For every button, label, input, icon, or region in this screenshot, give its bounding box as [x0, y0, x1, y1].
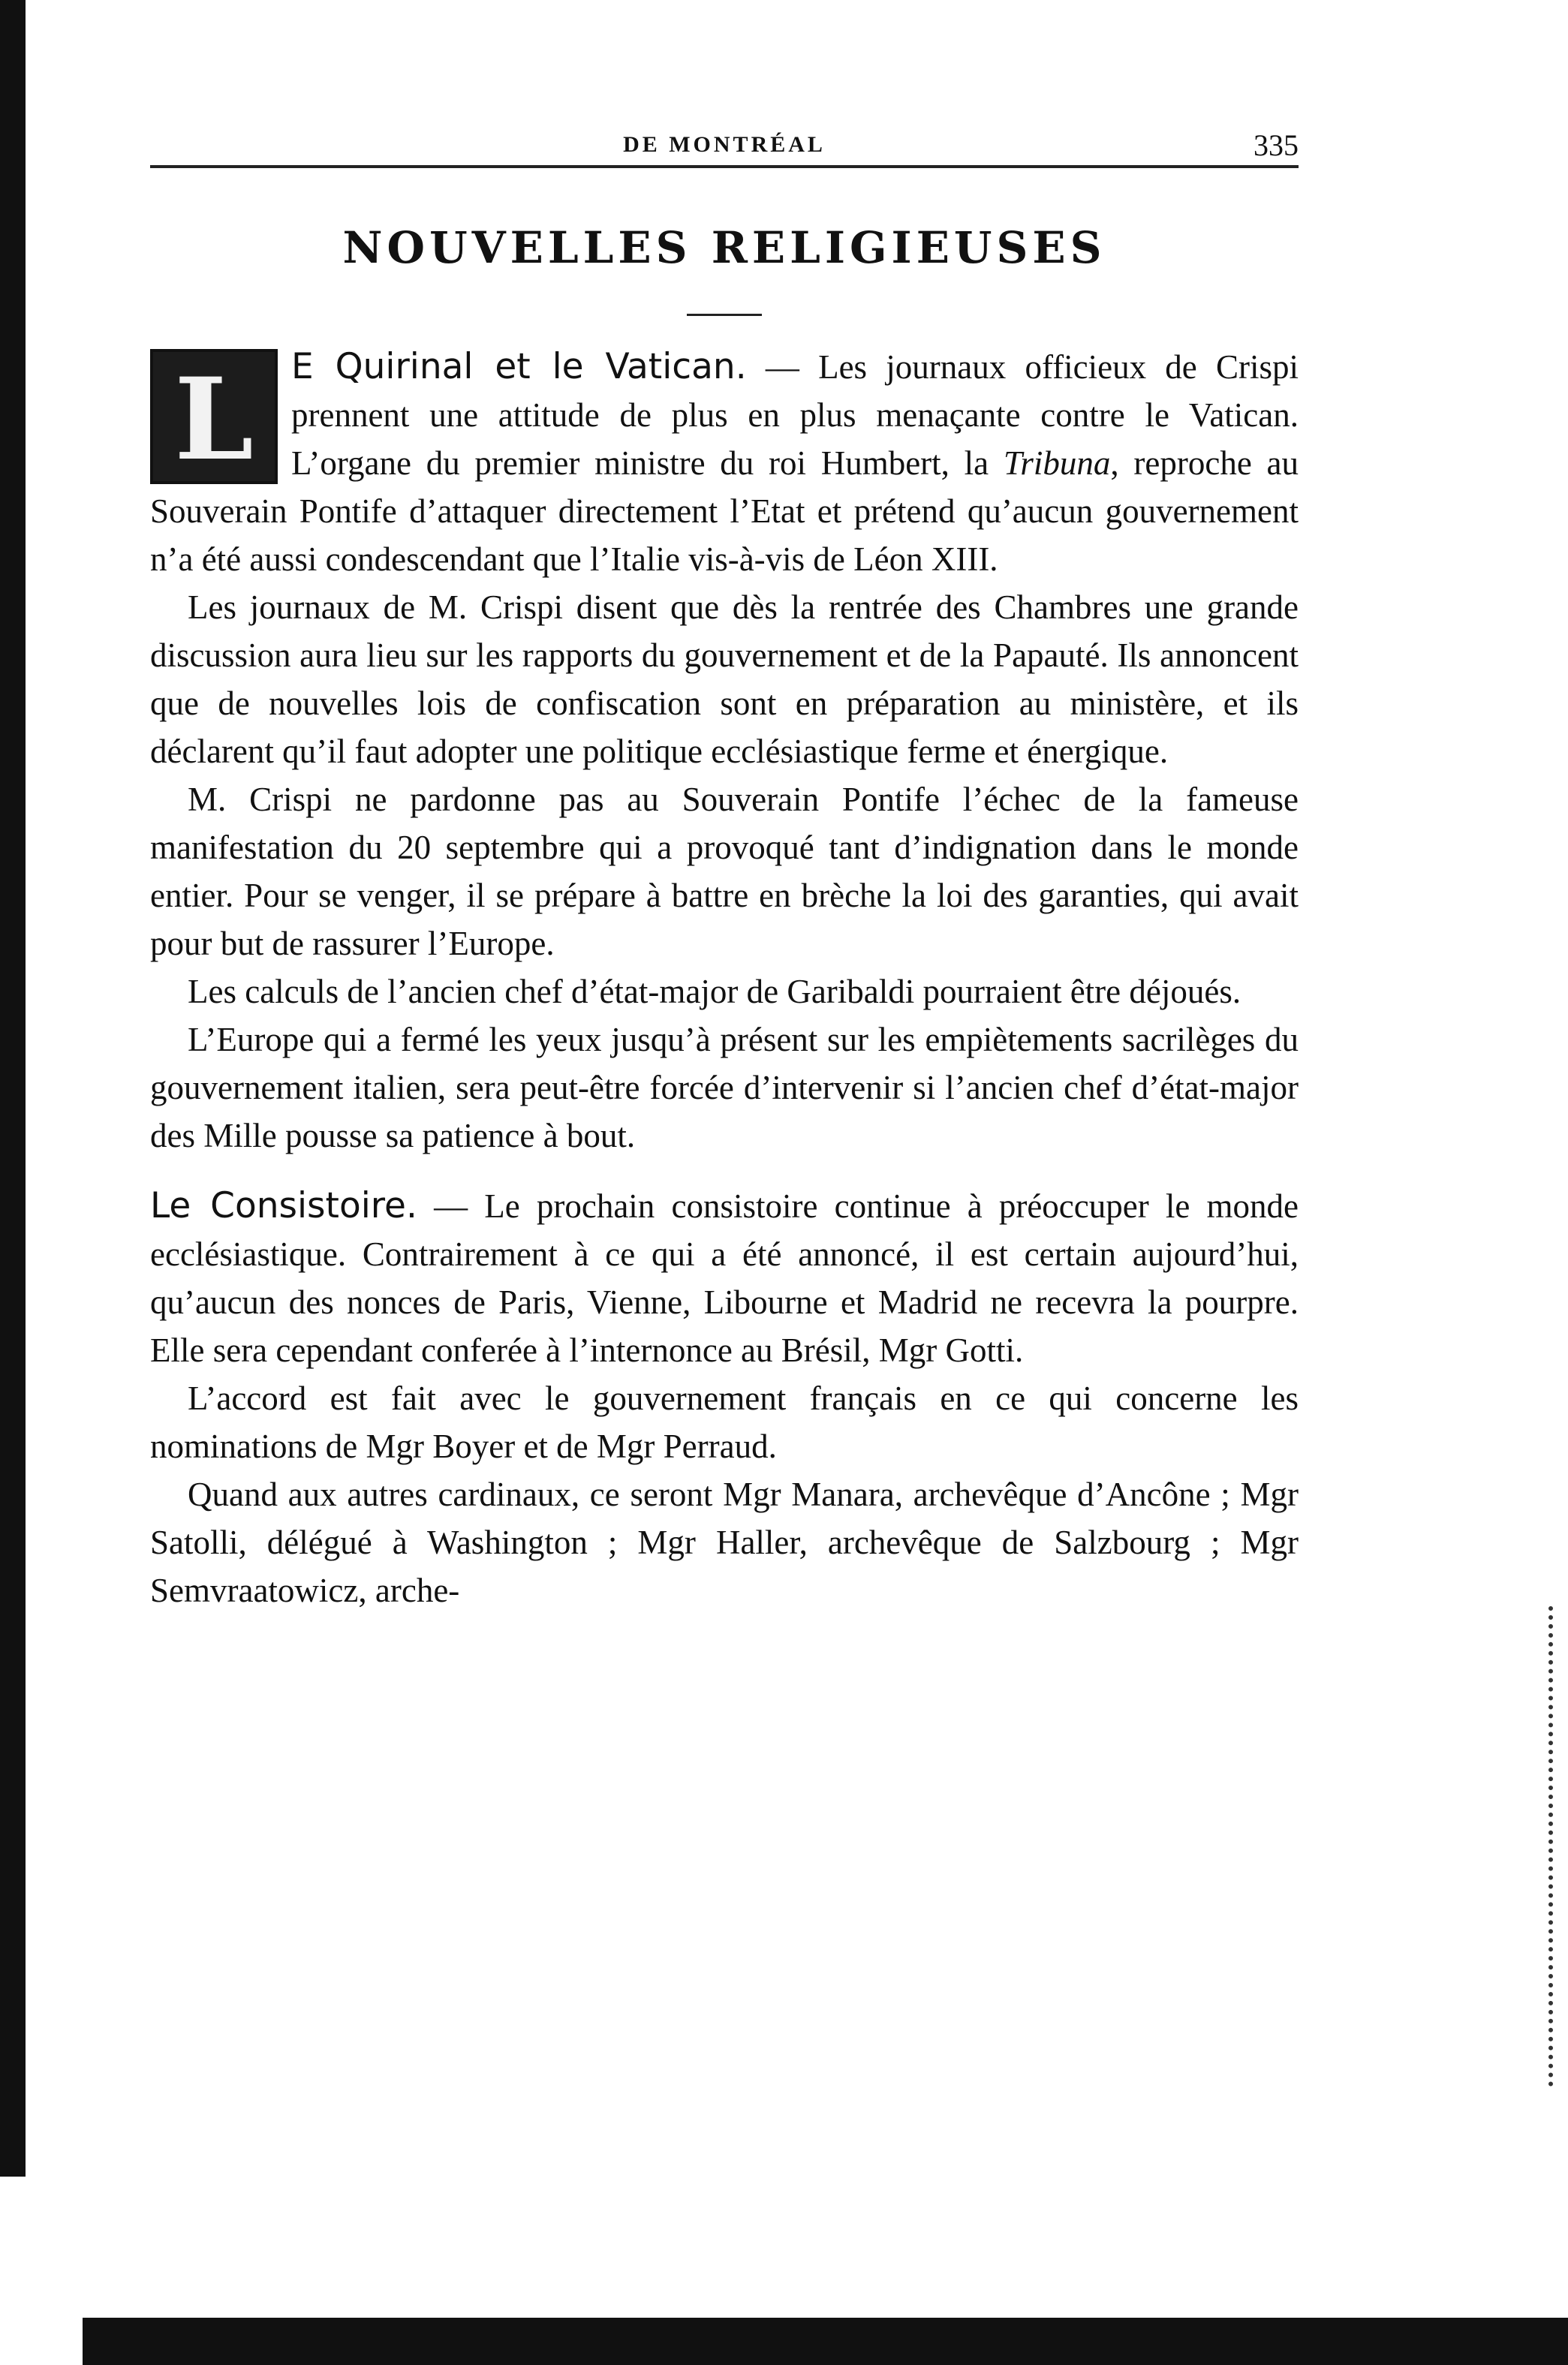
- article-heading: E Quirinal et le Vatican.: [291, 346, 747, 387]
- article-paragraph: L’accord est fait avec le gouvernement français en ce qui concerne les nominations de Mgr Boyer et de Mgr Perraud.: [150, 1380, 1299, 1465]
- article-paragraph: L’Europe qui a fermé les yeux jusqu’à présent sur les empiètements sacrilèges du gouvernement italien, sera peut-être forcée d’intervenir si l’ancien chef d’état-major des Mille pousse sa patience à bout.: [150, 1021, 1299, 1154]
- article-heading: Le Consistoire.: [150, 1185, 417, 1226]
- section-divider: [687, 314, 762, 316]
- paragraph-text: — Le prochain consistoire continue à préoccuper le monde ecclésiastique. Contrairement à ce qui a été annoncé, il est certain aujourd’hui, qu’aucun des nonces de Paris, Vienne, Libourne et Madrid ne recevra la pourpre. Elle sera cependant conferée à l’internonce au Brésil, Mgr Gotti.: [150, 1187, 1299, 1369]
- page-bottom-shadow: [83, 2318, 1568, 2365]
- article-paragraph: M. Crispi ne pardonne pas au Souverain Pontife l’échec de la fameuse manifestation du 20 septembre qui a provoqué tant d’indignation dans le monde entier. Pour se venger, il se prépare à battre en brèche la loi des garanties, qui avait pour but de rassurer l’Europe.: [150, 781, 1299, 962]
- running-head: [150, 113, 1299, 168]
- paragraph-text: — Les journaux officieux de Crispi prennent une attitude de plus en plus menaçante contre le Vatican. L’organe du premier ministre du roi Humbert, la: [291, 348, 1299, 482]
- book-page: [150, 113, 1299, 1614]
- article-consistoire: [150, 1182, 1299, 1614]
- page-number: 335: [1253, 128, 1299, 162]
- page-edge-shadow: [0, 0, 26, 2177]
- article-paragraph: [150, 1182, 1299, 1374]
- newspaper-name: Tribuna: [1003, 444, 1111, 482]
- paragraph-text: , reproche au Souverain Pontife d’attaquer directement l’Etat et prétend qu’aucun gouvernement n’a été aussi condescendant que l’Italie vis-à-vis de Léon XIII.: [150, 444, 1299, 578]
- article-quirinal-vatican: [150, 343, 1299, 1160]
- running-title: DE MONTRÉAL: [623, 132, 826, 157]
- ornamental-dropcap: L: [150, 349, 278, 484]
- article-paragraph: Les calculs de l’ancien chef d’état-major de Garibaldi pourraient être déjoués.: [188, 973, 1241, 1010]
- article-paragraph: Les journaux de M. Crispi disent que dès la rentrée des Chambres une grande discussion aura lieu sur les rapports du gouvernement et de la Papauté. Ils annoncent que de nouvelles lois de confiscation sont en préparation au ministère, et ils déclarent qu’il faut adopter une politique ecclésiastique ferme et énergique.: [150, 588, 1299, 770]
- section-title: NOUVELLES RELIGIEUSES: [342, 222, 1106, 273]
- scan-specks: [1548, 1606, 1559, 2087]
- article-paragraph: [150, 343, 1299, 583]
- article-paragraph: Quand aux autres cardinaux, ce seront Mgr Manara, archevêque d’Ancône ; Mgr Satolli, délégué à Washington ; Mgr Haller, archevêque de Salzbourg ; Mgr Semvraatowicz, arche-: [150, 1476, 1299, 1609]
